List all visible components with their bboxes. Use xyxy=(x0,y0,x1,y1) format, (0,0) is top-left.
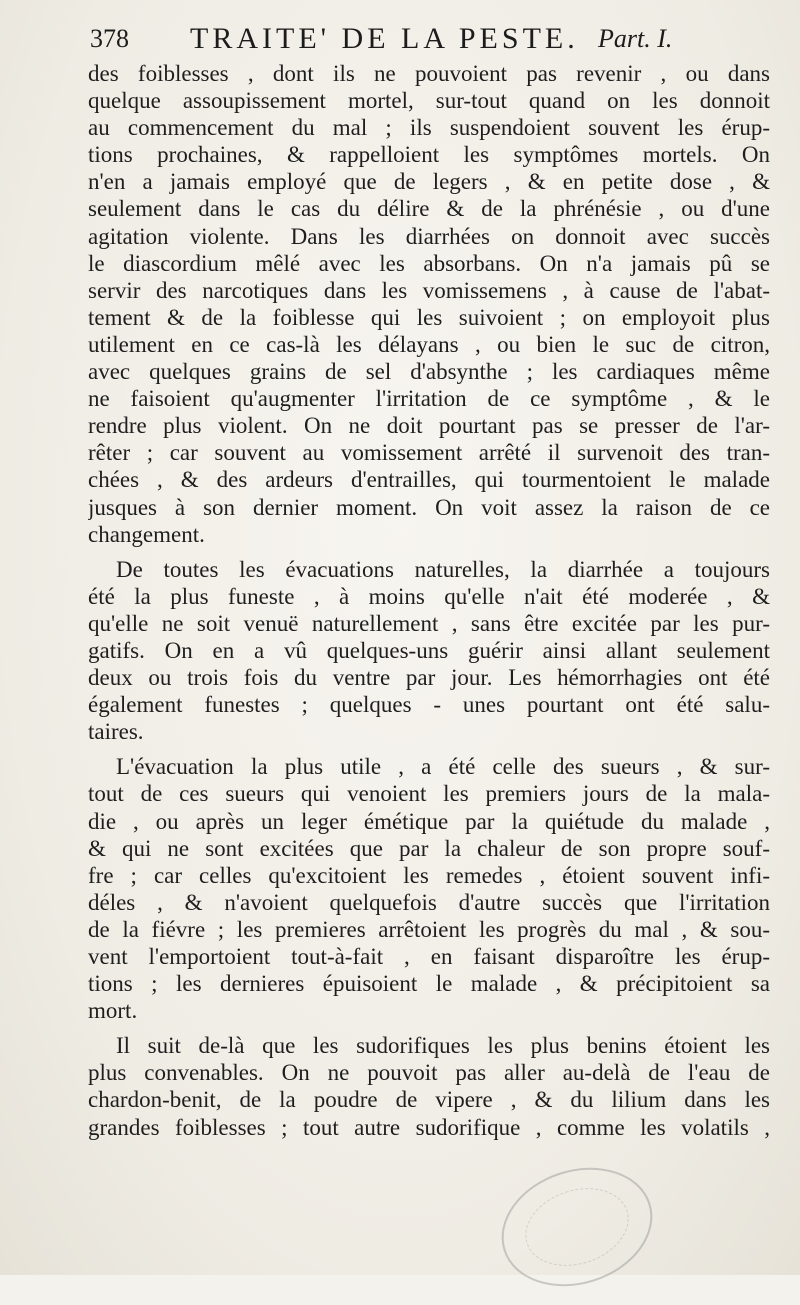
text-line: seulement dans le cas du délire & de la phrénésie , ou d'une xyxy=(88,196,770,222)
text-line: qu'elle ne soit venuë naturellement , sans être excitée par les pur- xyxy=(88,610,770,636)
text-line: été la plus funeste , à moins qu'elle n'ait été moderée , & xyxy=(88,583,770,609)
text-line: Il suit de-là que les sudorifiques les plus benins étoient les xyxy=(116,1033,770,1059)
text-line: n'en a jamais employé que de legers , & en petite dose , & xyxy=(88,169,770,195)
paragraph-2 xyxy=(88,556,770,746)
text-line: rêter ; car souvent au vomissement arrêté il survenoit des tran- xyxy=(88,440,770,466)
text-line: agitation violente. Dans les diarrhées on donnoit avec succès xyxy=(88,223,770,249)
text-line: mort. xyxy=(88,998,138,1024)
text-line: L'évacuation la plus utile , a été celle des sueurs , & sur- xyxy=(116,754,770,780)
text-line: des foiblesses , dont ils ne pouvoient pas revenir , ou dans xyxy=(88,61,770,86)
text-line: chardon-benit, de la poudre de vipere , & du lilium dans les xyxy=(88,1087,770,1113)
paragraph-3 xyxy=(88,753,770,1024)
text-line: utilement en ce cas-là les délayans , ou bien le suc de citron, xyxy=(88,331,770,357)
text-line: servir des narcotiques dans les vomissemens , à cause de l'abat- xyxy=(88,277,770,303)
text-line: tout de ces sueurs qui venoient les premiers jours de la mala- xyxy=(88,781,770,807)
text-line: gatifs. On en a vû quelques-uns guérir ainsi allant seulement xyxy=(88,637,770,663)
text-line: vent l'emportoient tout-à-fait , en faisant disparoître les érup- xyxy=(88,944,770,969)
text-line: chées , & des ardeurs d'entrailles, qui tourmentoient le malade xyxy=(88,467,770,493)
text-line: ne faisoient qu'augmenter l'irritation de ce symptôme , & le xyxy=(88,386,770,412)
paragraph-1 xyxy=(88,60,770,548)
text-line: tions prochaines, & rappelloient les symptômes mortels. On xyxy=(88,142,770,168)
body-text xyxy=(88,60,770,1141)
text-line: également funestes ; quelques - unes pourtant ont été salu- xyxy=(88,692,770,718)
text-line: changement. xyxy=(88,521,205,547)
text-line: au commencement du mal ; ils suspendoient souvent les érup- xyxy=(88,115,770,141)
running-header xyxy=(90,20,710,60)
text-line: déles , & n'avoient quelquefois d'autre succès que l'irritation xyxy=(88,889,770,915)
text-line: tement & de la foiblesse qui les suivoient ; on employoit plus xyxy=(88,304,770,330)
running-part: Part. I. xyxy=(598,24,673,53)
text-line: fre ; car celles qu'excitoient les remedes , étoient souvent infi- xyxy=(88,862,770,888)
text-line: quelque assoupissement mortel, sur-tout quand on les donnoit xyxy=(88,88,770,114)
library-stamp xyxy=(486,1149,668,1305)
text-line: taires. xyxy=(88,719,144,745)
text-line: plus convenables. On ne pouvoit pas aller au-delà de l'eau de xyxy=(88,1060,770,1086)
text-line: & qui ne sont excitées que par la chaleur de son propre souf- xyxy=(88,835,770,861)
text-line: tions ; les dernieres épuisoient le malade , & précipitoient sa xyxy=(88,971,770,997)
text-line: grandes foiblesses ; tout autre sudorifique , comme les volatils , xyxy=(88,1114,770,1140)
text-line: deux ou trois fois du ventre par jour. Les hémorrhagies ont été xyxy=(88,665,770,691)
text-line: avec quelques grains de sel d'absynthe ; les cardiaques même xyxy=(88,359,770,385)
text-line: De toutes les évacuations naturelles, la diarrhée a toujours xyxy=(116,556,770,582)
text-line: jusques à son dernier moment. On voit assez la raison de ce xyxy=(88,494,770,520)
text-line: die , ou après un leger émétique par la quiétude du malade , xyxy=(88,808,770,834)
paragraph-4 xyxy=(88,1032,770,1140)
text-line: rendre plus violent. On ne doit pourtant pas se presser de l'ar- xyxy=(88,413,770,439)
running-title: TRAITE' DE LA PESTE. xyxy=(190,22,579,55)
text-line: de la fiévre ; les premieres arrêtoient les progrès du mal , & sou- xyxy=(88,916,770,942)
page-number: 378 xyxy=(90,24,129,53)
text-line: le diascordium mêlé avec les absorbans. On n'a jamais pû se xyxy=(88,250,770,276)
